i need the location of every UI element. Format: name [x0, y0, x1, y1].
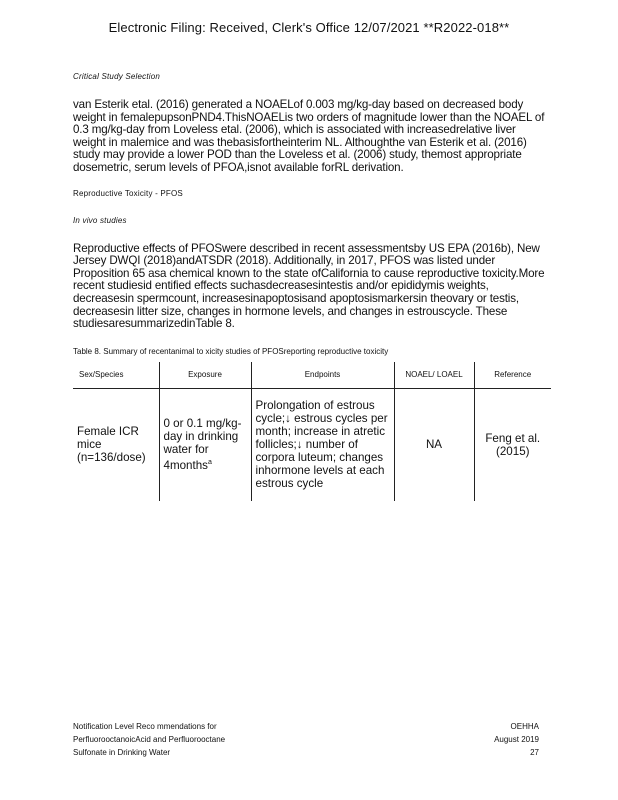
cell-noael: NA — [394, 388, 474, 501]
table-row — [73, 388, 551, 501]
footer-title-line1: Notification Level Reco mmendations for — [73, 722, 217, 731]
exposure-text: 0 or 0.1 mg/kg-day in drinking water for 4months — [163, 417, 242, 473]
footer-title-line3: Sulfonate in Drinking Water — [73, 748, 171, 757]
subsubsection-heading-in-vivo: In vivo studies — [73, 215, 127, 225]
header-endpoints: Endpoints — [251, 362, 394, 389]
header-noael: NOAEL/ LOAEL — [394, 362, 474, 389]
footer-date: August 2019 — [494, 735, 539, 744]
table-caption: Table 8. Summary of recentanimal to xicity studies of PFOSreporting reproductive toxicity — [73, 346, 389, 356]
filing-stamp: Electronic Filing: Received, Clerk's Office 12/07/2021 **R2022-018** — [108, 20, 510, 35]
document-body — [73, 72, 551, 501]
section-heading: Critical Study Selection — [73, 72, 161, 81]
paragraph-critical-study: van Esterik etal. (2016) generated a NOAELof 0.003 mg/kg-day based on decreased body weight in femalepupsonPND4.ThisNOAELis two orders of magnitude lower than the NOAEL of 0.3 mg/kg-day from Loveless etal. (2006), which is associated with increasedrelative liver weight in malemice and was thebasisfortheinterim NL. Althoughthe van Esterik et al. (2016) study may provide a lower POD than the Loveless et al. (2006) study, themost appropriate dosemetric, serum levels of PFOA,isnot available forRL derivation. — [73, 98, 545, 174]
exposure-footnote-mark: a — [207, 459, 212, 467]
footer-title-line2: PerfluorooctanoicAcid and Perfluorooctane — [73, 735, 226, 744]
cell-reference: Feng et al. (2015) — [474, 388, 551, 501]
cell-endpoints: Prolongation of estrous cycle;↓ estrous cycles per month; increase in atretic follicles;↓ number of corpora luteum; changes inhormone levels at each estrous cycle — [251, 388, 394, 501]
cell-species: Female ICR mice (n=136/dose) — [77, 425, 146, 465]
page-footer — [73, 720, 539, 759]
header-exposure: Exposure — [159, 362, 251, 389]
table-header-row — [73, 362, 551, 389]
subsection-heading-pfos: Reproductive Toxicity - PFOS — [73, 188, 183, 198]
footer-agency: OEHHA — [510, 722, 539, 731]
page-number: 27 — [530, 748, 539, 757]
cell-exposure — [159, 388, 251, 501]
table-8 — [73, 362, 551, 501]
paragraph-reproductive-effects: Reproductive effects of PFOSwere described in recent assessmentsby US EPA (2016b), New Jersey DWQI (2018)andATSDR (2018). Additionally, in 2017, PFOS was listed under Proposition 65 asa chemical known to the state ofCalifornia to cause reproductive toxicity.More recent studiesid entified effects suchasdecreasesintestis and/or epididymis weights, decreasesin spermcount, increasesinapoptosisand apoptosismarkersin theovary or testis, decreasesin litter size, changes in hormone levels, and changes in estrouscycle. These studiesaresummarizedinTable 8. — [73, 241, 545, 331]
header-species: Sex/Species — [73, 362, 159, 389]
header-reference: Reference — [474, 362, 551, 389]
